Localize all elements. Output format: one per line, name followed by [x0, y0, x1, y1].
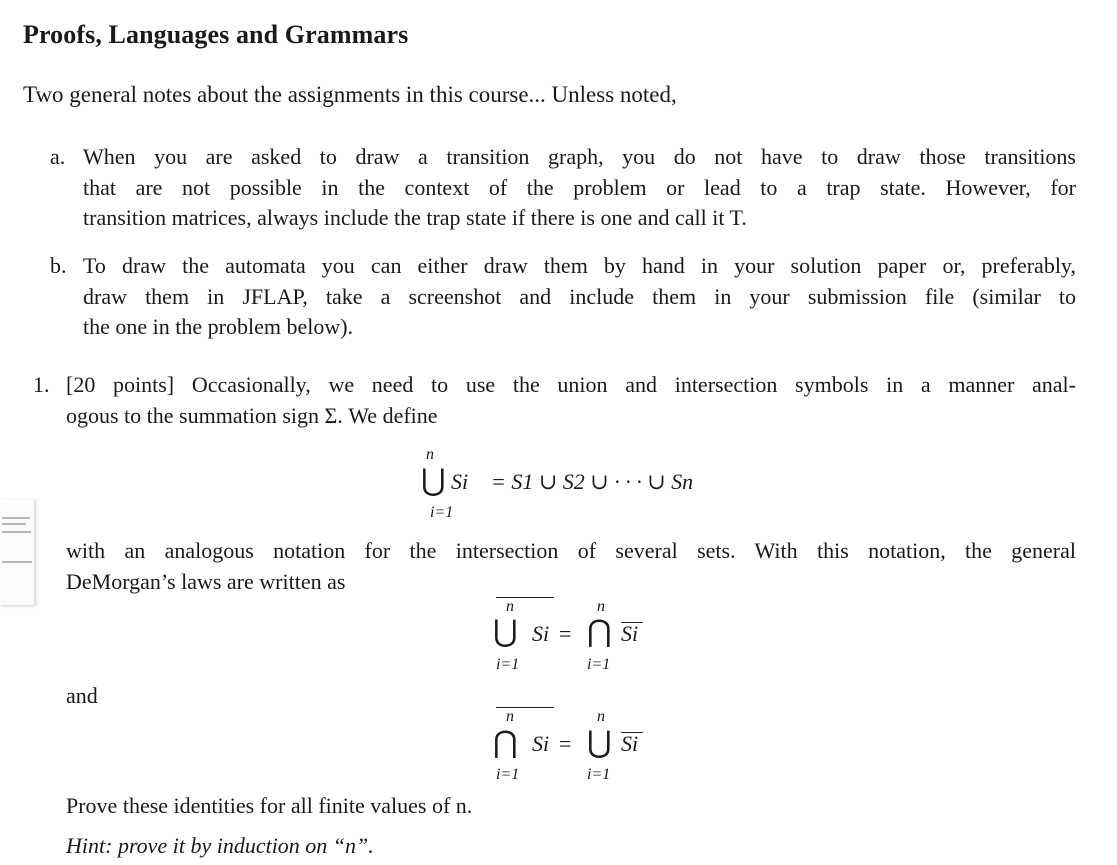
note-a-line-1: When you are asked to draw a transition graph, you do not have to draw those transitions — [83, 144, 1076, 169]
law1-left-overline — [496, 597, 554, 598]
law2-left-term: Si — [532, 731, 550, 756]
law1-right-operator: ⋂ — [587, 615, 612, 648]
law2-right-operator: ⋃ — [587, 726, 612, 759]
thumbnail-scribble — [2, 561, 32, 563]
note-b — [50, 251, 1076, 343]
law2-left-upper: n — [506, 708, 514, 725]
problem-1-marker: 1. — [33, 372, 50, 397]
and-label: and — [66, 683, 98, 708]
union-def-upper: n — [426, 446, 434, 463]
note-b-line-2: draw them in JFLAP, take a screenshot and include them in your submission file (similar to — [83, 283, 1076, 309]
law1-right-lower: i=1 — [587, 656, 611, 673]
note-a-line-3: transition matrices, always include the trap state if there is one and call it T. — [83, 205, 747, 230]
law1-left-upper: n — [506, 598, 514, 615]
union-def-lhs: Si — [451, 469, 469, 494]
problem-1-line-3: with an analogous notation for the intersection of several sets. With this notation, the general — [66, 538, 1076, 563]
law1-equals: = — [559, 621, 572, 646]
note-b-marker: b. — [50, 253, 67, 278]
law2-left-operator: ⋂ — [493, 726, 518, 759]
page-thumbnail[interactable] — [0, 499, 35, 605]
problem-1-line-2: ogous to the summation sign Σ. We define — [66, 402, 438, 428]
page-title: Proofs, Languages and Grammars — [23, 20, 409, 49]
law1-left-term: Si — [532, 621, 550, 646]
union-def-operator: ⋃ — [421, 464, 446, 497]
law2-right-upper: n — [597, 708, 605, 725]
intro-text: Two general notes about the assignments in this course... Unless noted, — [23, 82, 677, 107]
law2-right-lower: i=1 — [587, 766, 611, 783]
prove-statement: Prove these identities for all finite values of n. — [66, 793, 473, 818]
note-b-line-3: the one in the problem below). — [83, 314, 354, 339]
union-def-lower: i=1 — [430, 504, 454, 521]
law2-left-lower: i=1 — [496, 766, 520, 783]
law2-equals: = — [559, 731, 572, 756]
law1-right-term: Si — [621, 621, 639, 646]
problem-1 — [33, 370, 1076, 431]
thumbnail-scribble — [2, 531, 31, 533]
thumbnail-scribble — [2, 517, 30, 519]
law1-left-lower: i=1 — [496, 656, 520, 673]
hint-text: Hint: prove it by induction on “n”. — [66, 833, 374, 858]
law2-left-overline — [496, 707, 554, 708]
thumbnail-scribble — [2, 523, 26, 525]
problem-1-line-1: [20 points] Occasionally, we need to use the union and intersection symbols in a manner anal- — [66, 372, 1076, 397]
problem-1-continued — [33, 536, 1076, 597]
law1-right-upper: n — [597, 598, 605, 615]
note-b-line-1: To draw the automata you can either draw them by hand in your solution paper or, preferably, — [83, 253, 1076, 278]
law2-right-term: Si — [621, 731, 639, 756]
law1-left-operator: ⋃ — [493, 615, 518, 648]
union-def-rhs: = S1 ∪ S2 ∪ · · · ∪ Sn — [491, 469, 694, 494]
note-a — [50, 142, 1076, 234]
problem-1-line-4: DeMorgan’s laws are written as — [66, 568, 346, 594]
note-a-line-2: that are not possible in the context of the problem or lead to a trap state. However, for — [83, 174, 1076, 200]
note-a-marker: a. — [50, 144, 66, 169]
